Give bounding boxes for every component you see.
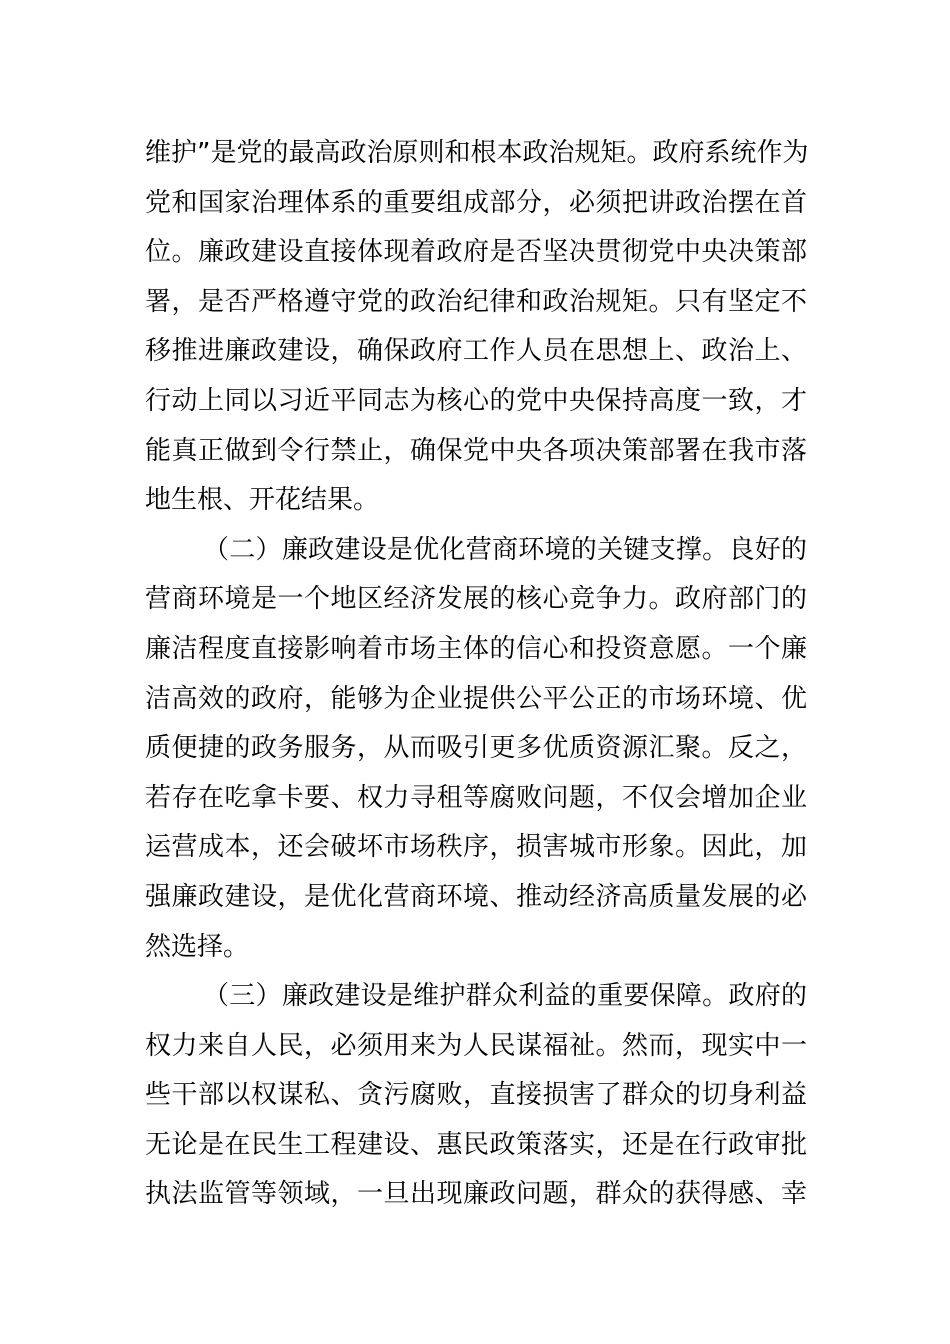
- text-line: 些干部以权谋私、贪污腐败，直接损害了群众的切身利益: [145, 1080, 807, 1111]
- text-line: 地生根、开花结果。: [145, 485, 380, 516]
- section-heading-line: （三）廉政建设是维护群众利益的重要保障。政府的: [203, 981, 807, 1012]
- text-line: 能真正做到令行禁止，确保党中央各项决策部署在我市落: [145, 435, 807, 466]
- body-text: [145, 129, 807, 1220]
- text-line: 洁高效的政府，能够为企业提供公平公正的市场环境、优: [145, 683, 807, 714]
- text-line: 行动上同以习近平同志为核心的党中央保持高度一致，才: [145, 385, 807, 416]
- section-heading-line: （二）廉政建设是优化营商环境的关键支撑。良好的: [203, 534, 807, 565]
- text-line: 廉洁程度直接影响着市场主体的信心和投资意愿。一个廉: [145, 633, 807, 664]
- text-line: 然选择。: [145, 931, 250, 962]
- text-line: 执法监管等领域，一旦出现廉政问题，群众的获得感、幸: [145, 1179, 807, 1210]
- text-line: 无论是在民生工程建设、惠民政策落实，还是在行政审批: [145, 1129, 807, 1160]
- text-line: 维护”是党的最高政治原则和根本政治规矩。政府系统作为: [145, 138, 809, 168]
- text-line: 运营成本，还会破坏市场秩序，损害城市形象。因此，加: [145, 832, 807, 863]
- text-line: 若存在吃拿卡要、权力寻租等腐败问题，不仅会增加企业: [145, 782, 807, 813]
- text-line: 质便捷的政务服务，从而吸引更多优质资源汇聚。反之，: [145, 733, 807, 764]
- text-line: 位。廉政建设直接体现着政府是否坚决贯彻党中央决策部: [145, 237, 807, 268]
- text-line: 党和国家治理体系的重要组成部分，必须把讲政治摆在首: [145, 187, 807, 218]
- text-line: 署，是否严格遵守党的政治纪律和政治规矩。只有坚定不: [145, 286, 807, 317]
- text-line: 权力来自人民，必须用来为人民谋福祉。然而，现实中一: [145, 1030, 807, 1061]
- text-line: 营商环境是一个地区经济发展的核心竞争力。政府部门的: [145, 584, 807, 615]
- text-line: 强廉政建设，是优化营商环境、推动经济高质量发展的必: [145, 881, 807, 912]
- text-line: 移推进廉政建设，确保政府工作人员在思想上、政治上、: [145, 336, 807, 367]
